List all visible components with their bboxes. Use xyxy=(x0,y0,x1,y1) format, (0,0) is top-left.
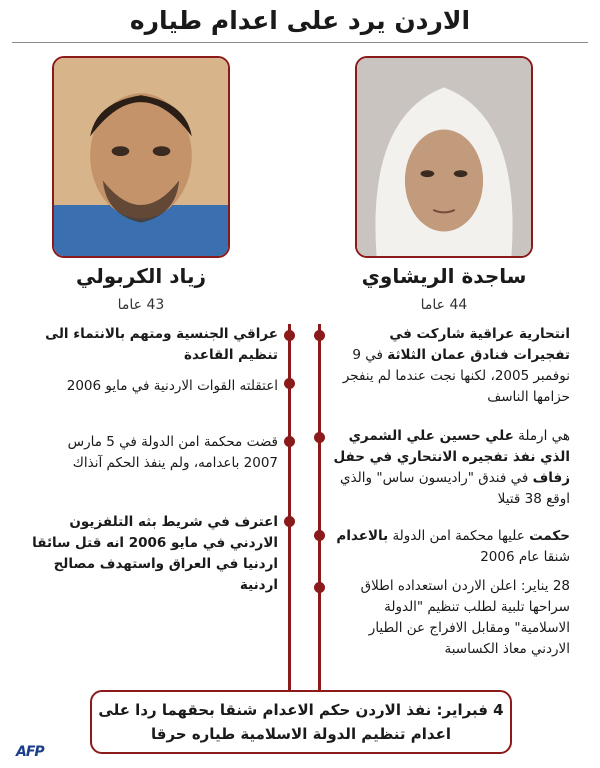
execution-note-box xyxy=(90,690,512,754)
person-name-right: ساجدة الريشاوي xyxy=(361,264,527,288)
right-entry-widow: هي ارملة علي حسين علي الشمري الذي نفذ تفجيره الانتحاري في حفل زفاف في فندق "راديسون ساس" والذي اوقع 38 قتيلا xyxy=(333,428,570,507)
right-entry-bombing: انتحارية عراقية شاركت في تفجيرات فنادق عمان الثلاثة في 9 نوفمبر 2005، لكنها نجت عندما لم ينفجر حزامها الناسف xyxy=(342,326,570,405)
photo-sajida-rishawi xyxy=(355,56,533,258)
person-age-left: 43 عاما xyxy=(117,297,165,313)
timeline-dot xyxy=(314,432,325,443)
timeline-dot xyxy=(284,330,295,341)
person-age-right: 44 عاما xyxy=(420,297,468,313)
timeline-dot xyxy=(314,530,325,541)
right-entry-sentence: حكمت عليها محكمة امن الدولة بالاعدام شنقا عام 2006 xyxy=(336,528,570,565)
timeline-dot xyxy=(284,436,295,447)
left-entry-arrest: اعتقلته القوات الاردنية في مايو 2006 xyxy=(66,378,278,394)
title-divider xyxy=(12,42,588,43)
right-entry-release-offer: 28 يناير: اعلن الاردن استعداده اطلاق سراحها تلبية لطلب تنظيم "الدولة الاسلامية" ومقابل الافراج عن الطيار الاردني معاذ الكساسبة xyxy=(360,578,570,657)
left-entry-nationality: عراقي الجنسية ومتهم بالانتماء الى تنظيم القاعدة xyxy=(45,326,278,363)
photo-ziad-karbouli xyxy=(52,56,230,258)
left-entry-confession: اعترف في شريط بثه التلفزيون الاردني في مايو 2006 انه قتل سائقا اردنيا في العراق واستهدف مصالح اردنية xyxy=(32,514,278,593)
infographic-title: الاردن يرد على اعدام طياره xyxy=(129,6,471,35)
timeline-dot xyxy=(314,330,325,341)
person-name-left: زياد الكربولي xyxy=(76,264,206,288)
timeline-dot xyxy=(284,516,295,527)
timeline-right xyxy=(318,324,321,690)
timeline-dot xyxy=(314,582,325,593)
execution-note-text: 4 فبراير: نفذ الاردن حكم الاعدام شنقا بحقهما ردا على اعدام تنظيم الدولة الاسلامية طياره حرقا xyxy=(98,701,504,743)
timeline-dot xyxy=(284,378,295,389)
left-entry-sentence: قضت محكمة امن الدولة في 5 مارس 2007 باعدامه، ولم ينفذ الحكم آنذاك xyxy=(67,434,278,471)
afp-logo: AFP xyxy=(16,744,44,760)
